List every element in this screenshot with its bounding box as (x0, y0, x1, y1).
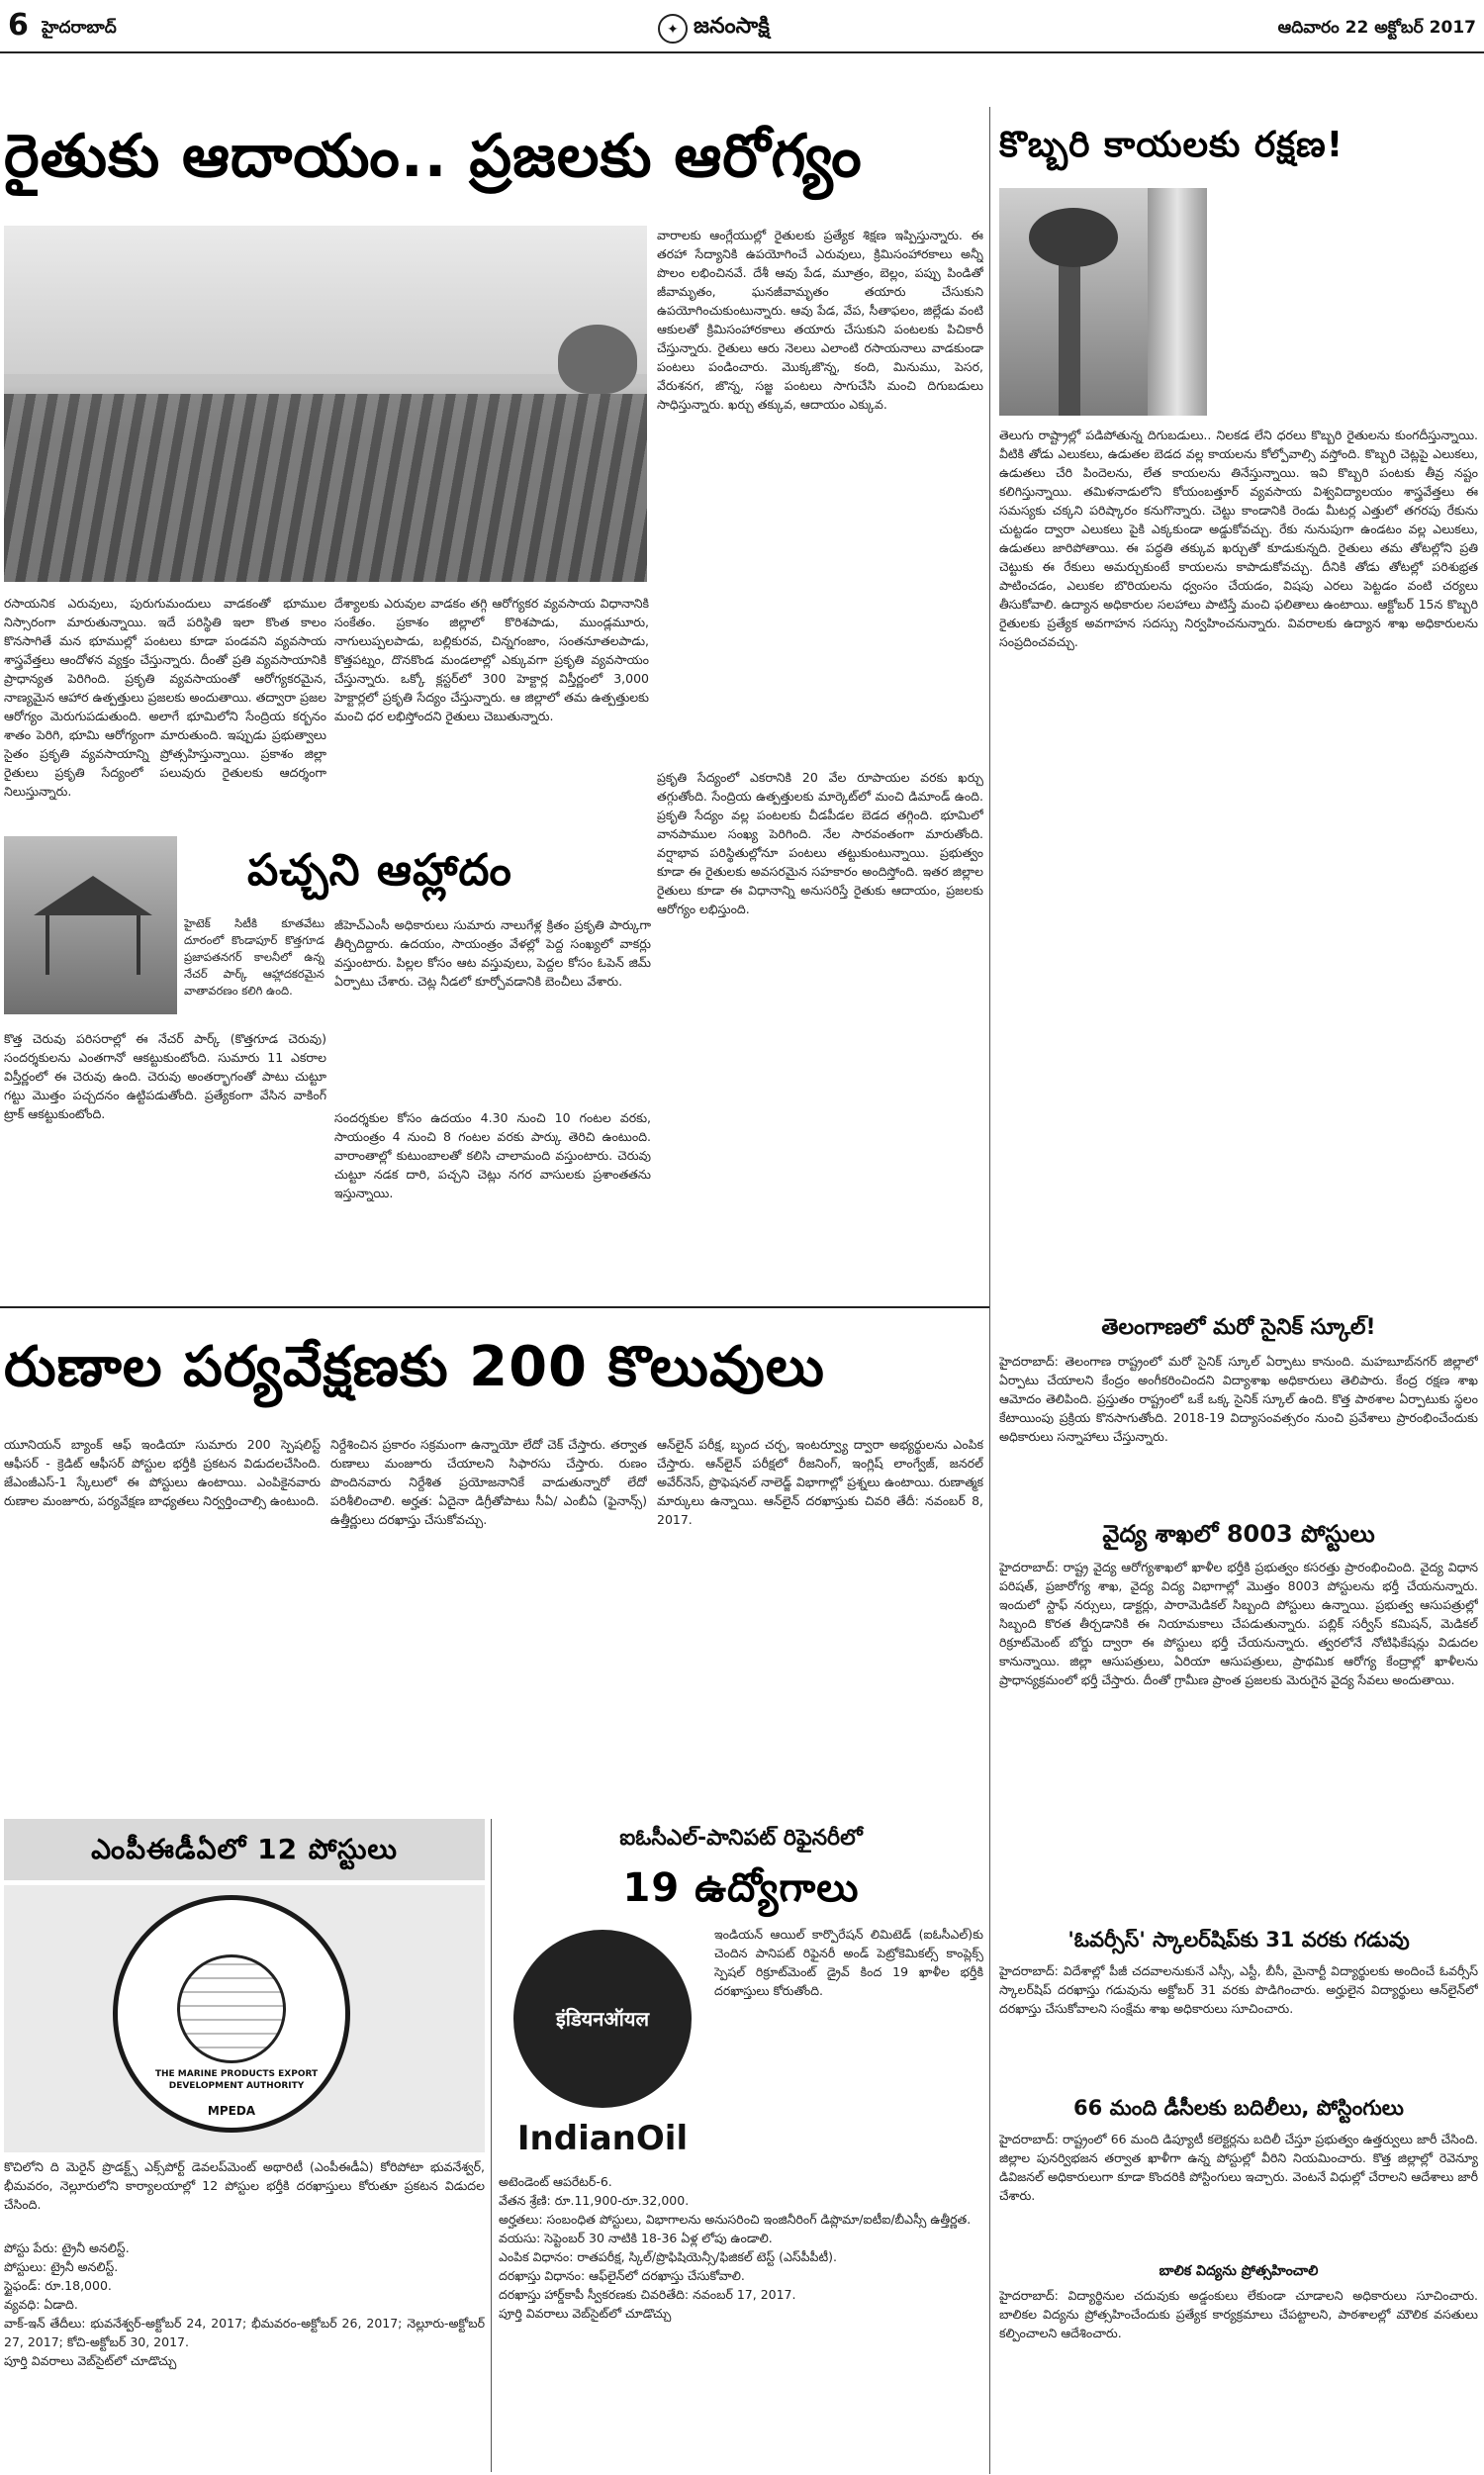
garden-intro: హైటెక్ సిటీకి కూతవేటు దూరంలో కొండాపూర్ కొత్తగూడ ప్రజాపతనగర్ కాలనీలో ఉన్న నేచర్ పార్క్ ఆహ్లాదకరమైన వాతావరణం కలిగి ఉంది. (184, 916, 325, 998)
medical-body: హైదరాబాద్: రాష్ట్ర వైద్య ఆరోగ్యశాఖలో ఖాళీల భర్తీకి ప్రభుత్వం కసరత్తు ప్రారంభించింది. వైద్య విధాన పరిషత్, ప్రజారోగ్య శాఖ, వైద్య విద్య విభాగాల్లో మొత్తం 8003 పోస్టులను భర్తీ చేయనున్నారు. ఇందులో స్టాఫ్ నర్సులు, డాక్టర్లు, పారామెడికల్ సిబ్బంది పోస్టులు ఉన్నాయి. ప్రభుత్వ ఆసుపత్రుల్లో సిబ్బంది కొరత తీర్చడానికి ఈ నియామకాలు చేపడుతున్నారు. పబ్లిక్ సర్వీస్ కమిషన్, మెడికల్ రిక్రూట్‌మెంట్ బోర్డు ద్వారా ఈ పోస్టులు భర్తీ చేయనున్నారు. త్వరలోనే నోటిఫికేషన్లు విడుదల కానున్నాయి. జిల్లా ఆసుపత్రులు, ఏరియా ఆసుపత్రులు, ప్రాథమిక ఆరోగ్య కేంద్రాల్లో ఖాళీలను ప్రాధాన్యక్రమంలో భర్తీ చేస్తారు. దీంతో గ్రామీణ ప్రాంత ప్రజలకు మెరుగైన వైద్య సేవలు అందుతాయి. (999, 1560, 1478, 1687)
list-item: ఎంపిక విధానం: రాతపరీక్ష, స్కిల్/ప్రొఫిషియెన్సీ/ఫిజికల్ టెస్ట్ (ఎస్‌పీపీటీ). (499, 2249, 837, 2264)
coconut-body: తెలుగు రాష్ట్రాల్లో పడిపోతున్న దిగుబడులు.. నిలకడ లేని ధరలు కొబ్బరి రైతులను కుంగదీస్తున్నాయి. వీటికి తోడు ఎలుకలు, ఉడుతల బెడద వల్ల కాయలను కోల్పోవాల్సి వస్తోంది. కొబ్బరి చెట్లపై ఎలుకలు, ఉడుతలు చేరి పిందెలను, లేత కాయలను తినేస్తున్నాయి. ఇవి కొబ్బరి పంటకు తీవ్ర నష్టం కలిగిస్తున్నాయి. తమిళనాడులోని కోయంబత్తూర్ వ్యవసాయ విశ్వవిద్యాలయం శాస్త్రవేత్తలు ఈ సమస్యకు చక్కని పరిష్కారం కనుగొన్నారు. చెట్టు కాండానికి రెండు మీటర్ల ఎత్తులో తగరపు రేకును చుట్టడం ద్వారా ఎలుకలు పైకి ఎక్కకుండా అడ్డుకోవచ్చు. రేకు నునుపుగా ఉండటం వల్ల ఎలుకలు, ఉడుతలు జారిపోతాయి. ఈ పద్ధతి తక్కువ ఖర్చుతో కూడుకున్నది. రైతులు తమ తోటల్లోని ప్రతి చెట్టుకు ఈ రేకులు అమర్చుకుంటే కాయలను కాపాడుకోవచ్చు. దీనికి తోడు తోటల్లో పరిశుభ్రత పాటించడం, ఎలుకల బొరియలను ధ్వంసం చేయడం, విషపు ఎరలు పెట్టడం వంటి చర్యలు తీసుకోవాలి. ఉద్యాన అధికారుల సలహాలు పాటిస్తే మంచి ఫలితాలు ఉంటాయి. ఆక్టోబర్ 15న కొబ్బరి రైతులకు ప్రత్యేక అవగాహన సదస్సు నిర్వహించనున్నారు. వివరాలకు ఉద్యాన శాఖ అధికారులను సంప్రదించవచ్చు. (999, 428, 1478, 649)
mped-headline: ఎంపీఈడీఏలో 12 పోస్టులు (91, 1833, 398, 1865)
iocl-items (499, 2172, 983, 2469)
list-item: పూర్తి వివరాలు వెబ్‌సైట్‌లో చూడొచ్చు (4, 2353, 177, 2368)
masthead (0, 0, 1484, 99)
iocl-logo-hindi: इंडियनऑयल (555, 2007, 650, 2031)
mped-logo-abbr: MPEDA (207, 2104, 256, 2118)
sainik-body: హైదరాబాద్: తెలంగాణ రాష్ట్రంలో మరో సైనిక్ స్కూల్ ఏర్పాటు కానుంది. మహబూబ్‌నగర్ జిల్లాలో ఏర్పాటు చేయాలని కేంద్రం అంగీకరించిందని విద్యాశాఖ అధికారులు తెలిపారు. కేంద్ర రక్షణ శాఖ ఆమోదం తెలిపింది. ప్రస్తుతం రాష్ట్రంలో ఒకే ఒక్క సైనిక్ స్కూల్ ఉంది. కొత్త పాఠశాల ఏర్పాటుకు స్థలం కేటాయింపు ప్రక్రియ కొనసాగుతోంది. 2018-19 విద్యాసంవత్సరం నుంచి ప్రవేశాలు ప్రారంభించేందుకు అధికారులు సన్నాహాలు చేస్తున్నారు. (999, 1354, 1478, 1444)
paper-logo (658, 8, 876, 51)
transfers-body: హైదరాబాద్: రాష్ట్రంలో 66 మంది డిప్యూటీ కలెక్టర్లను బదిలీ చేస్తూ ప్రభుత్వం ఉత్తర్వులు జారీ చేసింది. జిల్లాల పునర్విభజన తర్వాత ఖాళీగా ఉన్న పోస్టుల్లో వీరిని నియమించారు. కొత్త జిల్లాల్లో రెవెన్యూ డివిజనల్ అధికారులుగా కూడా కొందరికి పోస్టింగులు ఇచ్చారు. వెంటనే విధుల్లో చేరాలని ఆదేశాలు జారీ చేశారు. (999, 2132, 1478, 2203)
right-column-divider-lower (989, 1306, 990, 2474)
coconut-band-photo (1148, 188, 1207, 416)
field-photo (4, 226, 647, 582)
garden-col-3: సందర్శకుల కోసం ఉదయం 4.30 నుంచి 10 గంటల వరకు, సాయంత్రం 4 నుంచి 8 గంటల వరకు పార్కు తెరిచి ఉంటుంది. వారాంతాల్లో కుటుంబాలతో కలిసి చాలామంది వస్తుంటారు. చెరువు చుట్టూ నడక దారి, పచ్చని చెట్లు నగర వాసులకు ప్రశాంతతను ఇస్తున్నాయి. (334, 1110, 651, 1200)
palm-crown-icon (1029, 208, 1118, 267)
list-item: వాక్-ఇన్ తేదీలు: భువనేశ్వర్-అక్టోబర్ 24, 2017; భీమవరం-అక్టోబర్ 26, 2017; నెల్లూరు-అక్టోబర్ 27, 2017; కోచి-అక్టోబర్ 30, 2017. (4, 2316, 485, 2349)
main-story-col-2: దేశ్యాలకు ఎరువుల వాడకం తగ్గి ఆరోగ్యకర వ్యవసాయ విధానానికి సంకేతం. ప్రకాశం జిల్లాలో కొరిశపాడు, ముండ్లమూరు, నాగులుప్పలపాడు, బల్లికురవ, చిన్నగంజాం, సంతనూతలపాడు, కొత్తపట్నం, దొనకొండ మండలాల్లో ఎక్కువగా ప్రకృతి వ్యవసాయం చేస్తున్నారు. ఒక్కో క్లస్టర్‌లో 300 హెక్టార్ల విస్తీర్ణంలో 3,000 హెక్టార్లలో ప్రకృతి సేద్యం చేస్తున్నారు. ఆ జిల్లాలో తమ ఉత్పత్తులకు మంచి ధర లభిస్తోందని రైతులు చెబుతున్నారు. (334, 596, 649, 723)
iocl-headline-line2: 19 ఉద్యోగాలు (622, 1865, 860, 1911)
tree-shape-icon (558, 325, 637, 394)
list-item: దరఖాస్తు విధానం: ఆఫ్‌లైన్‌లో దరఖాస్తు చేసుకోవాలి. (499, 2268, 745, 2283)
overseas-body: హైదరాబాద్: విదేశాల్లో పీజీ చదవాలనుకునే ఎస్సీ, ఎస్టీ, బీసీ, మైనార్టీ విద్యార్థులకు అందించే ఓవర్సీస్ స్కాలర్‌షిప్ దరఖాస్తు గడువును అక్టోబర్ 31 వరకు పొడిగించారు. అర్హులైన విద్యార్థులు ఆన్‌లైన్‌లో దరఖాస్తు చేసుకోవాలని సంక్షేమ శాఖ అధికారులు సూచించారు. (999, 1963, 1478, 2016)
list-item: పోస్టు పేరు: ట్రైనీ అనలిస్ట్. (4, 2240, 130, 2255)
palm-trunk (1059, 247, 1080, 416)
mped-logo-text: THE MARINE PRODUCTS EXPORT DEVELOPMENT AUTHORITY (154, 2069, 319, 2091)
page-column-divider (989, 107, 990, 1314)
list-item: అర్హతలు: సంబంధిత పోస్టులు, విభాగాలను అనుసరించి ఇంజినీరింగ్ డిప్లొమా/ఐటీఐ/బీఎస్సీ ఉత్తీర్ణత. (499, 2212, 972, 2227)
garden-headline: పచ్చని ఆహ్లాదం (247, 845, 512, 896)
mped-body: కొచిలోని ది మెరైన్ ప్రొడక్ట్స్ ఎక్స్‌పోర్ట్ డెవలప్‌మెంట్ అథారిటీ (ఎంపీఈడీఏ) కోరిపోటా భువనేశ్వర్, భీమవరం, నెల్లూరులోని కార్యాలయాల్లో 12 పోస్టుల భర్తీకి దరఖాస్తులు కోరుతూ ప్రకటన విడుదల చేసింది. (4, 2159, 485, 2212)
gazebo-base (46, 915, 140, 975)
main-story-col-3: వారాలకు ఆంగ్లేయుల్లో రైతులకు ప్రత్యేక శిక్షణ ఇప్పిస్తున్నారు. ఈ తరహా సేద్యానికి ఉపయోగించే ఎరువులు, క్రిమిసంహారకాలు అన్నీ పొలం లభించినవే. దేశీ ఆవు పేడ, మూత్రం, బెల్లం, పప్పు పిండితో జీవామృతం, ఘనజీవామృతం తయారు చేసుకుని ఉపయోగించుకుంటున్నారు. ఆవు పేడ, వేప, సీతాఫలం, జిల్లేడు వంటి ఆకులతో క్రిమిసంహారకాలు తయారు చేసుకుని పంటలకు పిచికారీ చేస్తున్నారు. రైతులు ఆరు నెలలు ఎలాంటి రసాయనాలు వాడకుండా పంటలు పండించారు. మొక్కజొన్న, కంది, మినుము, పెసర, వేరుశనగ, జొన్న, సజ్జ పంటలు సాగుచేసి మంచి దిగుబడులు సాధిస్తున్నారు. ఖర్చు తక్కువ, ఆదాయం ఎక్కువ. (657, 228, 983, 412)
gazebo-roof-icon (34, 876, 152, 915)
mped-logo (4, 1885, 485, 2152)
overseas-headline: 'ఓవర్సీస్' స్కాలర్‌షిప్‌కు 31 వరకు గడువు (1067, 1928, 1410, 1951)
city-label: హైదరాబాద్ (42, 18, 117, 38)
masthead-rule (0, 51, 1484, 53)
list-item: వయసు: సెప్టెంబర్ 30 నాటికి 18-36 ఏళ్ల లోపు ఉండాలి. (499, 2231, 773, 2245)
garden-col-1: కొత్త చెరువు పరిసరాల్లో ఈ నేచర్ పార్క్ (కొత్తగూడ చెరువు) సందర్శకులను ఎంతగానో ఆకట్టుకుంటోంది. సుమారు 11 ఎకరాల విస్తీర్ణంలో ఈ చెరువు ఉంది. చెరువు అంతర్భాగంతో పాటు చుట్టూ గట్టు మొత్తం పచ్చదనం ఉట్టిపడుతోంది. ప్రత్యేకంగా వేసిన వాకింగ్ ట్రాక్ ఆకట్టుకుంటోంది. (4, 1031, 326, 1121)
section-rule (0, 1306, 989, 1308)
gazebo-photo (4, 836, 177, 1014)
coconut-headline: కొబ్బరి కాయలకు రక్షణ! (999, 125, 1345, 165)
list-item: దరఖాస్తు హార్డ్‌కాపీ స్వీకరణకు చివరితేది: నవంబర్ 17, 2017. (499, 2287, 796, 2302)
main-story-col-4: ప్రకృతి సేద్యంలో ఎకరానికి 20 వేల రూపాయల వరకు ఖర్చు తగ్గుతోంది. సేంద్రియ ఉత్పత్తులకు మార్కెట్‌లో మంచి డిమాండ్ ఉంది. ప్రకృతి సేద్యం వల్ల పంటలకు చీడపీడల బెడద తగ్గింది. భూమిలో వానపాముల సంఖ్య పెరిగింది. నేల సారవంతంగా మారుతోంది. వర్షాభావ పరిస్థితుల్లోనూ పంటలు తట్టుకుంటున్నాయి. ప్రభుత్వం కూడా ఈ రైతులకు అవసరమైన సహకారం అందిస్తోంది. ఇతర జిల్లాల రైతులు కూడా ఈ విధానాన్ని అనుసరిస్తే రైతుకు ఆదాయం, ప్రజలకు ఆరోగ్యం లభిస్తుంది. (657, 770, 983, 916)
coconut-lead (1213, 188, 1478, 416)
list-item: వ్యవధి: ఏడాది. (4, 2297, 78, 2312)
sky-band (4, 226, 647, 374)
iocl-divider (491, 1819, 492, 2472)
transfers-headline: 66 మంది డీసీలకు బదిలీలు, పోస్టింగులు (1073, 2096, 1404, 2120)
list-item: పోస్టులు: ట్రైనీ అనలిస్ట్. (4, 2259, 119, 2274)
jobs-col-2: నిర్దేశించిన ప్రకారం సక్రమంగా ఉన్నాయో లేదో చెక్ చేస్తారు. తర్వాత రుణాలు మంజూరు చేయాలని సిఫారసు చేస్తారు. రుణం పొందినవారు నిర్దేశిత ప్రయోజనానికే వాడుతున్నారో లేదో పరిశీలించాలి. అర్హత: ఏదైనా డిగ్రీతోపాటు సీఏ/ ఎంబీఏ (ఫైనాన్స్) ఉత్తీర్ణులు దరఖాస్తు చేసుకోవచ్చు. (330, 1437, 647, 1527)
mped-header (4, 1819, 485, 1880)
jobs-col-3: ఆన్‌లైన్ పరీక్ష, బృంద చర్చ, ఇంటర్వ్యూ ద్వారా అభ్యర్థులను ఎంపిక చేస్తారు. ఆన్‌లైన్ పరీక్షలో రీజనింగ్, ఇంగ్లిష్ లాంగ్వేజ్, జనరల్ అవేర్‌నెస్, ప్రొఫెషనల్ నాలెడ్జ్ విభాగాల్లో ప్రశ్నలు ఉంటాయి. రుణాత్మక మార్కులు ఉన్నాయి. ఆన్‌లైన్ దరఖాస్తుకు చివరి తేదీ: నవంబర్ 8, 2017. (657, 1437, 983, 1527)
list-item: అటెండెంట్ ఆపరేటర్-6. (499, 2174, 612, 2189)
garden-col-2: జీహెచ్ఎంసీ అధికారులు సుమారు నాలుగేళ్ల క్రితం ప్రకృతి పార్కుగా తీర్చిదిద్దారు. ఉదయం, సాయంత్రం వేళల్లో పెద్ద సంఖ్యలో వాకర్లు వస్తుంటారు. పిల్లల కోసం ఆట వస్తువులు, పెద్దల కోసం ఓపెన్ జిమ్ ఏర్పాటు చేశారు. చెట్ల నీడలో కూర్చోవడానికి బెంచీలు వేశారు. (334, 917, 651, 989)
main-headline: రైతుకు ఆదాయం.. ప్రజలకు ఆరోగ్యం (4, 122, 863, 191)
iocl-logo-english: IndianOil (516, 2119, 689, 2158)
logo-mark-icon: ✦ (658, 14, 688, 44)
globe-icon (177, 1954, 286, 2063)
list-item: పూర్తి వివరాలు వెబ్‌సైట్‌లో చూడొచ్చు (499, 2306, 672, 2321)
iocl-headline-line1: ఐఓసీఎల్-పానిపట్ రిఫైనరీలో (619, 1826, 863, 1851)
iocl-body: ఇండియన్ ఆయిల్ కార్పొరేషన్ లిమిటెడ్ (ఐఓసీఎల్)కు చెందిన పానిపట్ రిఫైనరీ అండ్ పెట్రోకెమికల్స్ కాంప్లెక్స్ స్పెషల్ రిక్రూట్‌మెంట్ డ్రైవ్ కింద 19 ఖాళీల భర్తీకి దరఖాస్తులు కోరుతోంది. (714, 1927, 983, 1998)
iocl-logo (499, 1920, 706, 2167)
main-story-col-1: రసాయనిక ఎరువులు, పురుగుమందులు వాడకంతో భూముల నిస్సారంగా మారుతున్నాయి. ఇదే పరిస్థితి ఇలా కొంత కాలం కొనసాగితే మన భూముల్లో పంటలు కూడా పండవని వ్యవసాయ శాస్త్రవేత్తలు ఆందోళన వ్యక్తం చేస్తున్నారు. దీంతో ప్రతి వ్యవసాయానికి ప్రాధాన్యత పెరిగింది. ప్రకృతి వ్యవసాయంతో ఆరోగ్యకరమైన, నాణ్యమైన ఆహార ఉత్పత్తులు ప్రజలకు అందుతాయి. తద్వారా ప్రజల ఆరోగ్యం మెరుగుపడుతుంది. అలాగే భూమిలోని సేంద్రియ కర్బనం శాతం పెరిగి, భూమి ఆరోగ్యంగా మారుతుంది. ఇప్పుడు ప్రభుత్వాలు సైతం ప్రకృతి వ్యవసాయాన్ని ప్రోత్సహిస్తున్నాయి. ప్రకాశం జిల్లా రైతులు ప్రకృతి సేద్యంలో పలువురు రైతులకు ఆదర్శంగా నిలుస్తున్నారు. (4, 596, 326, 799)
coconut-photo (999, 188, 1148, 416)
list-item: స్టైఫండ్: రూ.18,000. (4, 2278, 112, 2293)
transfers-sub-headline: బాలిక విద్యను ప్రోత్సహించాలి (1159, 2263, 1319, 2279)
jobs-col-1: యూనియన్ బ్యాంక్ ఆఫ్ ఇండియా సుమారు 200 స్పెషలిస్ట్ ఆఫీసర్ - క్రెడిట్ ఆఫీసర్ పోస్టుల భర్తీకి ప్రకటన విడుదలచేసింది. జేఎంజీఎస్-1 స్కేలులో ఈ పోస్టులు ఉంటాయి. ఎంపికైనవారు రుణాల మంజూరు, పర్యవేక్షణ బాధ్యతలు నిర్వర్తించాల్సి ఉంటుంది. (4, 1437, 321, 1508)
transfers-sub-body: హైదరాబాద్: విద్యార్థినుల చదువుకు అడ్డంకులు లేకుండా చూడాలని అధికారులు సూచించారు. బాలికల విద్యను ప్రోత్సహించేందుకు ప్రత్యేక కార్యక్రమాలు చేపట్టాలని, పాఠశాలల్లో మౌలిక వసతులు కల్పించాలని ఆదేశించారు. (999, 2288, 1478, 2340)
jobs-headline: రుణాల పర్యవేక్షణకు 200 కొలువులు (4, 1335, 825, 1399)
mped-items (4, 2238, 485, 2466)
iocl-emblem-icon (513, 1930, 692, 2108)
paper-name: జనంసాక్షి (694, 14, 770, 39)
crop-rows (4, 394, 647, 582)
issue-date: ఆదివారం 22 అక్టోబర్ 2017 (1277, 18, 1476, 38)
page-number: 6 (8, 8, 29, 43)
medical-headline: వైద్య శాఖలో 8003 పోస్టులు (1102, 1520, 1375, 1548)
list-item: వేతన శ్రేణి: రూ.11,900-రూ.32,000. (499, 2193, 690, 2208)
mped-emblem-icon (113, 1895, 350, 2133)
sainik-headline: తెలంగాణలో మరో సైనిక్ స్కూల్! (1101, 1315, 1376, 1340)
